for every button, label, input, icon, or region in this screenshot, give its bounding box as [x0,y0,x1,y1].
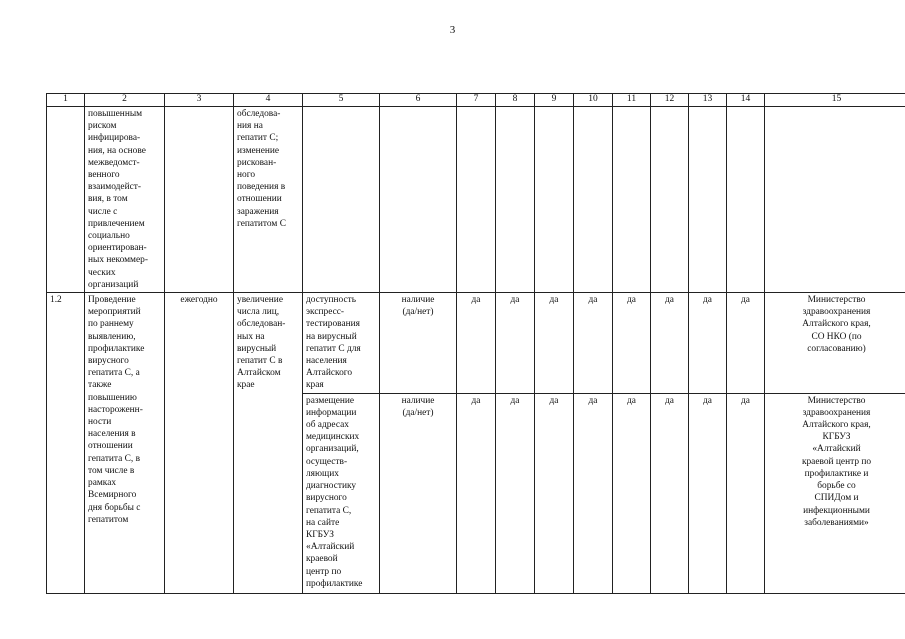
page-number: 3 [449,24,456,36]
responsible-cell: Министерство здравоохранения Алтайского края, СО НКО (по согласованию) [765,293,905,394]
plan-table [46,93,905,594]
value-cell: да [574,293,613,394]
value-cell: да [613,293,651,394]
header-cell: 13 [689,94,727,107]
header-cell: 8 [496,94,535,107]
value-cell: да [496,293,535,394]
period-cell: ежегодно [165,293,234,594]
value-cell: да [535,393,574,593]
responsible-cell: Министерство здравоохранения Алтайского края, КГБУЗ «Алтайский краевой центр по профилактике и борьбе со СПИДом и инфекционными заболеваниями» [765,393,905,593]
value-cell: да [457,293,496,394]
value-cell: да [496,393,535,593]
indicator-name: доступность экспресс- тестирования на вирусный гепатит С для населения Алтайского края [303,293,380,394]
result-continuation: обследова- ния на гепатит С; изменение рискован- ного поведения в отношении заражения гепатитом С [234,107,303,293]
value-cell: да [727,393,765,593]
value-cell: да [651,293,689,394]
header-cell: 4 [234,94,303,107]
value-cell: да [613,393,651,593]
value-cell: да [651,393,689,593]
header-cell: 14 [727,94,765,107]
value-cell: да [727,293,765,394]
header-cell: 12 [651,94,689,107]
value-cell: да [689,393,727,593]
indicator-name: размещение информации об адресах медицинских организаций, осуществ- ляющих диагностику вирусного гепатита С, на сайте КГБУЗ «Алтайский краевой центр по профилактике [303,393,380,593]
header-cell: 1 [47,94,85,107]
header-cell: 2 [85,94,165,107]
result-cell: увеличение числа лиц, обследован- ных на вирусный гепатит С в Алтайском крае [234,293,303,594]
table-row [47,293,905,394]
header-cell: 5 [303,94,380,107]
header-cell: 6 [380,94,457,107]
value-cell: да [689,293,727,394]
value-cell: да [574,393,613,593]
indicator-unit: наличие (да/нет) [380,293,457,394]
activity-cell: Проведение мероприятий по раннему выявлению, профилактике вирусного гепатита С, а также повышению настороженн- ности населения в отношении гепатита С, в том числе в рамках Всемирного дня борьбы с гепатитом [85,293,165,594]
header-cell: 7 [457,94,496,107]
header-cell: 11 [613,94,651,107]
header-cell: 3 [165,94,234,107]
continuation-row [47,107,905,293]
header-cell: 9 [535,94,574,107]
header-cell: 10 [574,94,613,107]
activity-continuation: повышенным риском инфицирова- ния, на основе межведомст- венного взаимодейст- вия, в том числе с привлечением социально ориентирован- ных некоммер- ческих организаций [85,107,165,293]
row-number: 1.2 [47,293,85,594]
header-cell: 15 [765,94,905,107]
indicator-unit: наличие (да/нет) [380,393,457,593]
header-row [47,94,905,107]
value-cell: да [535,293,574,394]
value-cell: да [457,393,496,593]
